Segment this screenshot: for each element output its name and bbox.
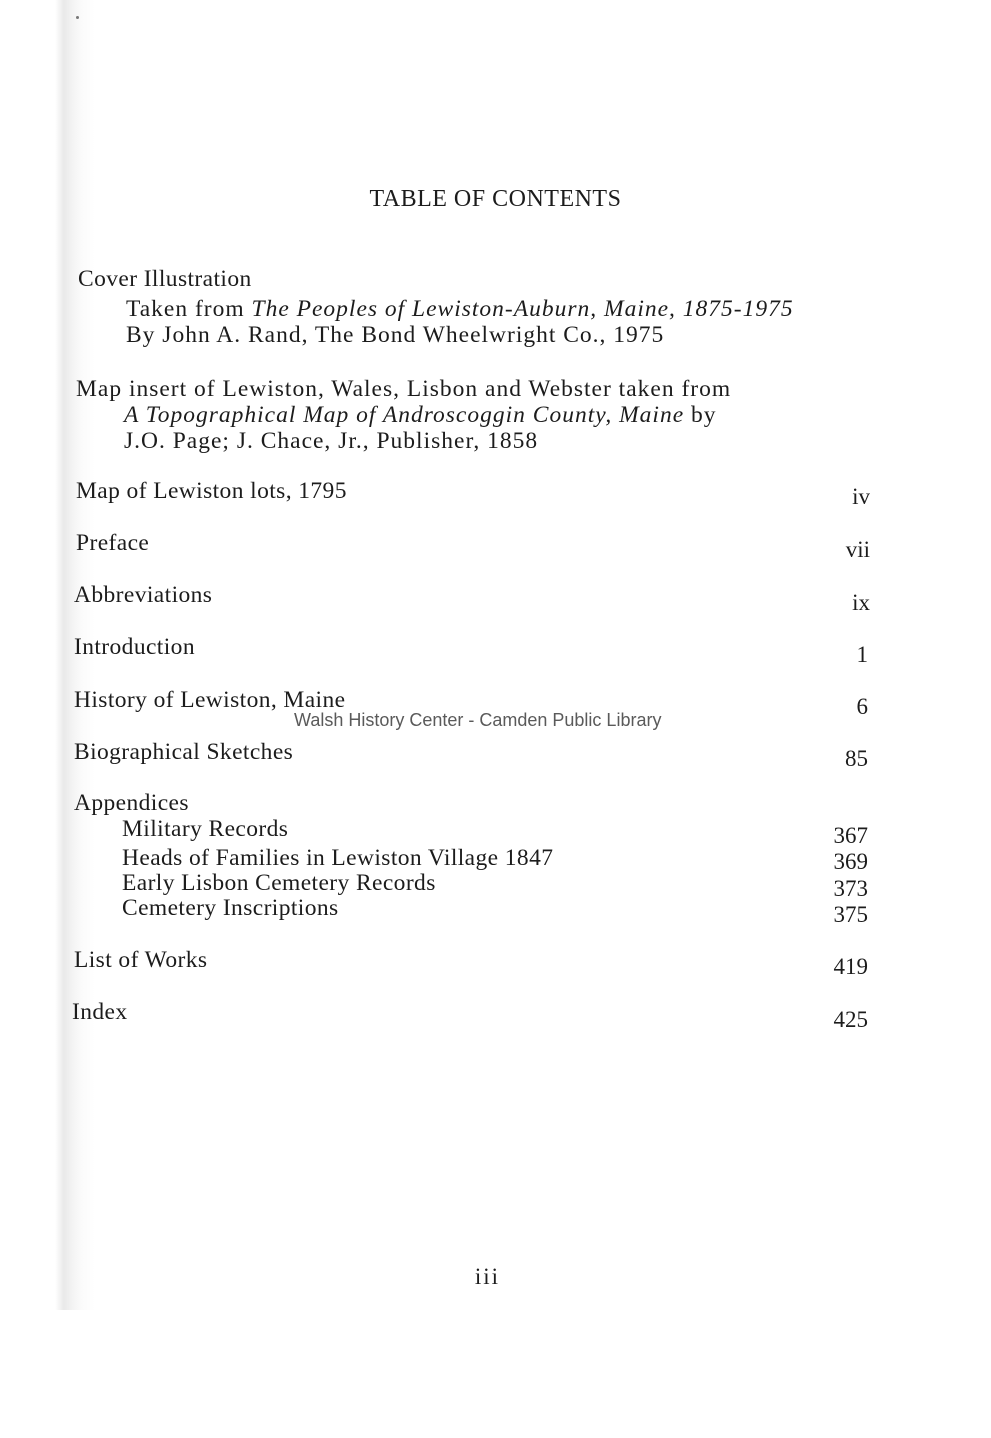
toc-entry-page: vii [845,537,870,562]
toc-entry-title: Index [72,999,128,1025]
toc-entry-title: Biographical Sketches [74,739,294,765]
page-title: TABLE OF CONTENTS [369,186,622,212]
toc-entry-page: 419 [833,954,868,979]
toc-entry-page: 6 [856,694,868,719]
map-insert-title: A Topographical Map of Androscoggin County, Maine [124,402,685,428]
map-insert-by: by [684,402,717,428]
appendix-item-page: 369 [833,849,868,874]
appendix-item-page: 375 [833,902,868,927]
toc-entry-title: Preface [76,530,150,556]
cover-label: Cover Illustration [78,266,252,292]
library-watermark: Walsh History Center - Camden Public Library [294,710,662,730]
cover-author-line: By John A. Rand, The Bond Wheelwright Co., 1975 [126,322,665,348]
map-insert-line3: J.O. Page; J. Chace, Jr., Publisher, 1858 [124,428,539,454]
toc-entry-title: List of Works [74,947,208,973]
toc-entry-page: 85 [845,746,868,771]
appendix-item-title: Cemetery Inscriptions [122,895,339,921]
cover-source-prefix: Taken from [126,296,252,322]
toc-entry-page: 425 [833,1007,868,1032]
cover-source-line [126,296,794,323]
toc-entry-title: History of Lewiston, Maine [74,687,346,713]
scan-speck [76,16,79,19]
page-number: iii [474,1264,501,1289]
appendix-item-page: 367 [833,823,868,848]
toc-entry-page: 1 [856,642,868,667]
appendix-item-title: Heads of Families in Lewiston Village 1847 [122,845,554,871]
appendix-item-title: Military Records [122,816,289,842]
toc-entry-title: Map of Lewiston lots, 1795 [76,478,347,504]
appendix-item-title: Early Lisbon Cemetery Records [122,870,436,896]
map-insert-line1: Map insert of Lewiston, Wales, Lisbon and Webster taken from [76,376,732,402]
toc-entry-title: Introduction [74,634,195,660]
appendices-label: Appendices [74,790,189,816]
toc-entry-page: ix [852,590,870,615]
toc-entry-title: Abbreviations [74,582,213,608]
toc-entry-page: iv [852,484,870,509]
cover-source-title: The Peoples of Lewiston-Auburn, Maine, 1875-1975 [251,296,794,322]
map-insert-line2 [124,402,717,429]
appendix-item-page: 373 [833,876,868,901]
